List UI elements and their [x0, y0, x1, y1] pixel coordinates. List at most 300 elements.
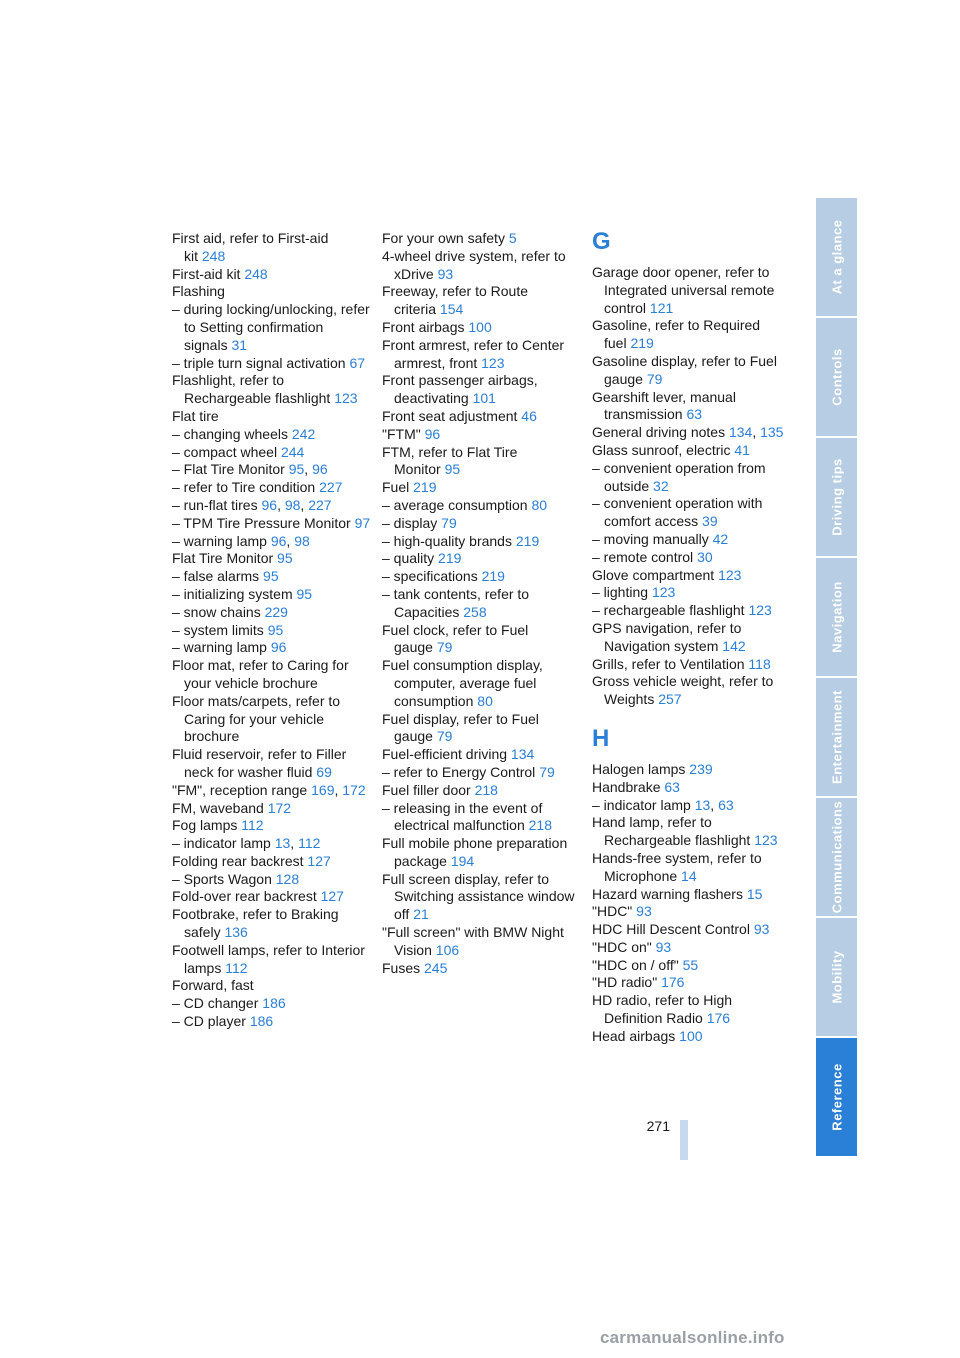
tab-reference[interactable]	[816, 1038, 857, 1156]
page-link[interactable]: 93	[655, 938, 672, 955]
index-entry	[592, 353, 792, 389]
page-link[interactable]: 79	[436, 728, 453, 745]
entry-text: Halogen lamps	[592, 760, 686, 777]
index-entry	[592, 992, 792, 1028]
tab-driving-tips[interactable]	[816, 438, 857, 556]
entry-text: – triple turn signal activation	[172, 354, 346, 371]
page-link[interactable]: 67	[349, 354, 366, 371]
page-link[interactable]: 127	[320, 888, 344, 905]
entry-text: FTM, refer to Flat Tire Monitor	[382, 443, 518, 478]
page-link[interactable]: 79	[646, 370, 663, 387]
page-link[interactable]: 96	[270, 639, 287, 656]
index-entry	[382, 568, 582, 586]
entry-text: Grills, refer to Ventilation	[592, 655, 745, 672]
entry-text: Flat tire	[172, 407, 219, 424]
entry-text: Head airbags	[592, 1027, 676, 1044]
entry-text: – high-quality brands	[382, 532, 512, 549]
index-entry	[592, 656, 792, 674]
index-entry	[382, 533, 582, 551]
entry-text: – during locking/unlocking, refer to Setting confirmation signals	[172, 301, 370, 353]
index-entry	[172, 301, 372, 354]
entry-text: Hazard warning flashers	[592, 885, 743, 902]
page-link[interactable]: 258	[463, 603, 487, 620]
entry-text: First-aid kit	[172, 265, 241, 282]
entry-text: "Full screen" with BMW Night Vision	[382, 924, 564, 958]
page-link[interactable]: 248	[201, 247, 226, 264]
entry-text: Front passenger airbags, deactivating	[382, 372, 538, 407]
entry-text: Full screen display, refer to Switching assistance window off	[382, 870, 575, 923]
entry-text: "FTM"	[382, 425, 421, 442]
page-link[interactable]: 172	[267, 799, 292, 816]
page-link[interactable]: 257	[658, 691, 682, 708]
index-entry	[382, 319, 582, 337]
index-entry	[172, 1013, 372, 1031]
index-entry	[382, 515, 582, 533]
page-link[interactable]: 127	[307, 852, 331, 869]
page-link[interactable]: 5	[508, 230, 517, 246]
page-link[interactable]: 31	[231, 336, 248, 353]
page-link[interactable]: 93	[437, 265, 454, 282]
entry-text: Glass sunroof, electric	[592, 441, 731, 458]
page-link[interactable]: 227	[308, 496, 332, 513]
entry-text: Glove compartment	[592, 566, 715, 583]
entry-text: Freeway, refer to Route criteria	[382, 283, 529, 318]
entry-text: "HDC"	[592, 903, 633, 920]
index-entry	[172, 230, 372, 266]
index-entry	[172, 888, 372, 906]
page-link[interactable]: 136	[224, 924, 248, 941]
index-entry	[172, 853, 372, 871]
index-entry	[592, 886, 792, 904]
index-entry	[172, 568, 372, 586]
page-link[interactable]: 121	[649, 299, 674, 316]
index-entry	[592, 495, 792, 531]
entry-text: Fog lamps	[172, 817, 238, 834]
index-entry	[592, 389, 792, 425]
index-entry	[382, 586, 582, 622]
entry-text: Flashlight, refer to Rechargeable flashlight	[172, 372, 331, 407]
entry-text: Gasoline display, refer to Fuel gauge	[592, 352, 777, 387]
index-entry	[592, 903, 792, 921]
entry-text: Front armrest, refer to Center armrest, front	[382, 336, 565, 371]
page-link[interactable]: 248	[244, 265, 268, 282]
index-entry	[592, 814, 792, 850]
page-link[interactable]: 112	[241, 817, 264, 834]
index-column-3	[592, 230, 792, 1046]
index-column-1	[172, 230, 372, 1031]
section-letter: H	[592, 724, 610, 752]
page-link[interactable]: 63	[718, 796, 734, 813]
index-entry	[172, 479, 372, 497]
index-entry	[172, 817, 372, 835]
page-link[interactable]: 15	[746, 885, 763, 902]
index-entry	[592, 442, 792, 460]
page-link[interactable]: 227	[319, 479, 343, 496]
entry-text: Gross vehicle weight, refer to Weights	[592, 673, 774, 708]
page-link[interactable]: 55	[682, 956, 699, 973]
index-entry	[592, 957, 792, 975]
page-link[interactable]: 79	[441, 514, 457, 531]
page-link[interactable]: 134	[728, 424, 753, 441]
index-entry	[592, 317, 792, 353]
watermark: carmanualsonline.info	[600, 1328, 785, 1347]
index-entry	[172, 622, 372, 640]
page-link[interactable]: 93	[636, 903, 652, 920]
entry-text: – TPM Tire Pressure Monitor	[172, 514, 351, 531]
page-link[interactable]: 41	[734, 441, 750, 458]
page-link[interactable]: 242	[291, 425, 316, 442]
entry-text: – display	[382, 514, 438, 531]
page-link[interactable]: 21	[413, 906, 429, 923]
page-link[interactable]: 229	[264, 603, 288, 620]
entry-text: Fuel consumption display, computer, average fuel consumption	[382, 657, 543, 709]
page-link[interactable]: 219	[438, 550, 462, 567]
entry-text: "FM", reception range	[172, 781, 308, 798]
index-entry	[592, 921, 792, 939]
page-link[interactable]: 96	[261, 496, 278, 513]
index-entry	[382, 444, 582, 480]
page-link[interactable]: 118	[748, 655, 771, 672]
page-link[interactable]: 123	[334, 390, 358, 407]
entry-text: Flashing	[172, 283, 225, 300]
page-link[interactable]: 97	[354, 514, 371, 531]
index-entry	[172, 444, 372, 462]
entry-text: – refer to Energy Control	[382, 763, 536, 780]
entry-text: – refer to Tire condition	[172, 479, 316, 496]
entry-text: Footwell lamps, refer to Interior lamps	[172, 941, 365, 976]
page-link[interactable]: 219	[515, 532, 540, 549]
tab-label: Mobility	[829, 950, 844, 1004]
page-link[interactable]: 244	[280, 443, 305, 460]
page-link[interactable]: 194	[450, 852, 475, 869]
page-link[interactable]: 134	[510, 746, 535, 763]
index-entry	[382, 408, 582, 426]
chapter-tabs	[816, 198, 857, 1158]
page-link[interactable]: 112	[298, 835, 321, 852]
index-entry	[382, 871, 582, 924]
index-entry: – indicator lamp 13, 112	[172, 835, 321, 852]
index-entry	[172, 550, 372, 568]
index-entry	[592, 567, 792, 585]
entry-text: – indicator lamp	[172, 835, 271, 852]
page-link[interactable]: 32	[653, 477, 669, 494]
page-link[interactable]: 100	[468, 318, 492, 335]
page-link[interactable]: 95	[277, 550, 293, 567]
index-entry	[592, 531, 792, 549]
entry-text: – system limits	[172, 621, 264, 638]
page-link[interactable]: 96	[312, 461, 328, 478]
entry-text: – moving manually	[592, 530, 709, 547]
page-link[interactable]: 80	[531, 496, 548, 513]
page-link[interactable]: 63	[664, 778, 680, 795]
entry-text: GPS navigation, refer to Navigation system	[592, 619, 742, 654]
index-entry	[592, 850, 792, 886]
index-entry	[592, 549, 792, 567]
index-entry	[592, 460, 792, 496]
page-link[interactable]: 135	[760, 424, 784, 441]
index-entry	[382, 372, 582, 408]
page-link[interactable]: 42	[712, 530, 729, 547]
index-entry: – warning lamp 96, 98	[172, 532, 310, 549]
page-link[interactable]: 176	[706, 1010, 731, 1027]
page-link[interactable]: 98	[284, 496, 301, 513]
page-link[interactable]: 96	[424, 425, 441, 442]
index-entry	[172, 906, 372, 942]
index-entry	[172, 800, 372, 818]
entry-text: FM, waveband	[172, 799, 264, 816]
entry-text: Fold-over rear backrest	[172, 888, 317, 905]
page-link[interactable]: 95	[267, 621, 284, 638]
index-entry	[592, 974, 792, 992]
entry-text: – warning lamp	[172, 532, 267, 549]
index-entry	[592, 264, 792, 317]
index-entry	[172, 977, 372, 995]
entry-text: Fluid reservoir, refer to Filler neck for washer fluid	[172, 746, 347, 780]
page-link[interactable]: 69	[316, 763, 332, 780]
index-entry	[382, 426, 582, 444]
entry-text: Hand lamp, refer to Rechargeable flashlight	[592, 814, 751, 849]
page-link[interactable]: 154	[439, 301, 464, 318]
index-entry	[592, 761, 792, 779]
entry-text: – false alarms	[172, 568, 260, 585]
page-link[interactable]: 123	[481, 354, 505, 371]
tab-entertainment[interactable]	[816, 678, 857, 796]
index-entry	[172, 871, 372, 889]
page-link[interactable]: 176	[661, 974, 685, 991]
entry-text: – initializing system	[172, 585, 293, 602]
index-entry: "FM", reception range 169, 172	[172, 781, 366, 798]
page-link[interactable]: 13	[694, 796, 711, 813]
page-link[interactable]: 95	[296, 585, 313, 602]
page-link[interactable]: 123	[754, 832, 778, 849]
index-entry	[382, 960, 582, 978]
page-link[interactable]: 219	[630, 335, 654, 352]
index-entry	[382, 924, 582, 960]
page-link[interactable]: 30	[697, 548, 713, 565]
page-link[interactable]: 96	[270, 532, 287, 549]
page-link[interactable]: 13	[274, 835, 291, 852]
tab-at-a-glance[interactable]	[816, 198, 857, 316]
tab-label: At a glance	[829, 219, 844, 295]
section-letter: G	[592, 228, 611, 255]
index-entry	[382, 764, 582, 782]
index-entry	[172, 604, 372, 622]
entry-text: Folding rear backrest	[172, 852, 304, 869]
index-entry	[382, 337, 582, 373]
index-entry	[382, 497, 582, 515]
entry-text: – tank contents, refer to Capacities	[382, 585, 530, 620]
entry-text: – specifications	[382, 568, 478, 585]
index-entry	[382, 248, 582, 284]
entry-text: Forward, fast	[172, 977, 254, 994]
page-link[interactable]: 95	[288, 461, 305, 478]
entry-text: – snow chains	[172, 603, 261, 620]
index-entry	[382, 230, 582, 248]
entry-text: – convenient operation with comfort access	[592, 495, 763, 530]
index-entry	[382, 835, 582, 871]
page-link[interactable]: 79	[436, 639, 453, 656]
entry-text: – releasing in the event of electrical malfunction	[382, 799, 543, 834]
index-entry	[592, 620, 792, 656]
entry-text: Footbrake, refer to Braking safely	[172, 906, 339, 941]
entry-text: Handbrake	[592, 778, 661, 795]
page-link[interactable]: 39	[702, 513, 718, 530]
page-link[interactable]: 95	[444, 461, 461, 478]
index-entry	[172, 657, 372, 693]
entry-text: Floor mat, refer to Caring for your vehicle brochure	[172, 657, 349, 691]
page-link[interactable]: 123	[718, 566, 742, 583]
tab-communications[interactable]	[816, 798, 857, 916]
index-entry	[382, 550, 582, 568]
entry-text: Fuel clock, refer to Fuel gauge	[382, 621, 529, 656]
index-entry	[172, 426, 372, 444]
index-entry	[172, 639, 372, 657]
page-link[interactable]: 80	[477, 692, 493, 709]
entry-text: Fuel filler door	[382, 781, 471, 798]
entry-text: – lighting	[592, 584, 649, 601]
index-entry	[592, 939, 792, 957]
entry-text: Fuel-efficient driving	[382, 746, 508, 763]
entry-text: General driving notes	[592, 424, 726, 441]
entry-text: HD radio, refer to High Definition Radio	[592, 992, 733, 1027]
entry-text: – compact wheel	[172, 443, 278, 460]
page-link[interactable]: 186	[249, 1013, 274, 1030]
page-link[interactable]: 101	[472, 390, 496, 407]
page-link[interactable]: 219	[413, 479, 437, 496]
index-entry: – run-flat tires 96, 98, 227	[172, 496, 332, 513]
entry-text: – Sports Wagon	[172, 870, 272, 887]
index-entry	[172, 942, 372, 978]
entry-text: First aid, refer to First-aid kit	[172, 230, 329, 264]
page-link[interactable]: 218	[474, 781, 498, 798]
index-entry	[172, 372, 372, 408]
tab-mobility[interactable]	[816, 918, 857, 1036]
tab-label: Entertainment	[829, 690, 844, 784]
entry-text: "HDC on"	[592, 938, 652, 955]
tab-label: Reference	[829, 1063, 844, 1131]
entry-text: 4-wheel drive system, refer to xDrive	[382, 247, 566, 282]
page-link[interactable]: 245	[424, 959, 448, 976]
entry-text: – quality	[382, 550, 435, 567]
entry-text: Floor mats/carpets, refer to Caring for your vehicle brochure	[172, 692, 341, 745]
page-link[interactable]: 63	[686, 406, 703, 423]
entry-text: Fuses	[382, 959, 421, 976]
index-entry: – indicator lamp 13, 63	[592, 796, 734, 813]
index-entry	[172, 746, 372, 782]
entry-text: – remote control	[592, 548, 694, 565]
index-entry	[172, 408, 372, 426]
index-entry	[172, 355, 372, 373]
index-entry	[592, 584, 792, 602]
entry-text: "HD radio"	[592, 974, 658, 991]
index-entry	[382, 479, 582, 497]
page-link[interactable]: 186	[262, 995, 286, 1012]
entry-text: Fuel display, refer to Fuel gauge	[382, 710, 539, 745]
index-entry	[382, 283, 582, 319]
entry-text: Fuel	[382, 479, 410, 496]
entry-text: – CD player	[172, 1013, 246, 1030]
page-link[interactable]: 112	[225, 959, 248, 976]
entry-text: Front airbags	[382, 318, 465, 335]
entry-text: Front seat adjustment	[382, 407, 518, 424]
index-entry	[592, 1028, 792, 1046]
page-link[interactable]: 239	[689, 760, 713, 777]
entry-text: Gearshift lever, manual transmission	[592, 388, 736, 423]
entry-text: Hands-free system, refer to Microphone	[592, 849, 762, 884]
tab-navigation[interactable]	[816, 558, 857, 676]
index-entry	[382, 711, 582, 747]
page-link[interactable]: 172	[342, 781, 366, 798]
index-column-2	[382, 230, 582, 977]
page-number-bar	[680, 1120, 688, 1160]
entry-text: Gasoline, refer to Required fuel	[592, 317, 761, 352]
index-entry	[592, 779, 792, 797]
page-link[interactable]: 79	[539, 763, 555, 780]
entry-text: HDC Hill Descent Control	[592, 921, 750, 938]
entry-text: – Flat Tire Monitor	[172, 461, 285, 478]
entry-text: Garage door opener, refer to Integrated universal remote control	[592, 264, 775, 316]
page-link[interactable]: 123	[651, 584, 676, 601]
entry-text: – run-flat tires	[172, 496, 258, 513]
index-entry	[382, 746, 582, 764]
page-number: 271	[646, 1118, 670, 1134]
entry-text: – rechargeable flashlight	[592, 602, 745, 619]
page-link[interactable]: 123	[748, 602, 772, 619]
page-link[interactable]: 14	[681, 867, 697, 884]
index-entry	[172, 283, 372, 301]
page-link[interactable]: 93	[753, 921, 770, 938]
index-entry	[172, 266, 372, 284]
index-entry: General driving notes 134, 135	[592, 424, 784, 441]
entry-text: Flat Tire Monitor	[172, 550, 274, 567]
entry-text: – convenient operation from outside	[592, 459, 766, 494]
index-entry	[172, 995, 372, 1013]
page-link[interactable]: 106	[435, 941, 460, 958]
page-link[interactable]: 100	[679, 1027, 703, 1044]
tab-label: Controls	[829, 348, 844, 406]
entry-text: – changing wheels	[172, 425, 288, 442]
entry-text: – warning lamp	[172, 639, 267, 656]
entry-text: – average consumption	[382, 496, 528, 513]
page-link[interactable]: 98	[294, 532, 310, 549]
entry-text: – indicator lamp	[592, 796, 691, 813]
page-link[interactable]: 169	[311, 781, 335, 798]
page-link[interactable]: 142	[722, 637, 746, 654]
tab-controls[interactable]	[816, 318, 857, 436]
index-entry	[172, 515, 372, 533]
index-entry	[592, 673, 792, 709]
index-entry: – Flat Tire Monitor 95, 96	[172, 461, 328, 478]
tab-label: Communications	[829, 800, 844, 914]
index-entry	[382, 657, 582, 710]
entry-text: – CD changer	[172, 995, 259, 1012]
page-link[interactable]: 95	[263, 568, 279, 585]
tab-label: Driving tips	[829, 458, 844, 536]
index-entry	[382, 622, 582, 658]
entry-text: Full mobile phone preparation package	[382, 835, 568, 869]
page-link[interactable]: 128	[275, 870, 300, 887]
page-link[interactable]: 46	[521, 407, 537, 424]
page-link[interactable]: 219	[481, 568, 505, 585]
index-entry	[592, 602, 792, 620]
entry-text: For your own safety	[382, 230, 505, 246]
index-entry	[382, 800, 582, 836]
index-entry	[172, 693, 372, 746]
entry-text: "HDC on / off"	[592, 956, 679, 973]
index-entry	[382, 782, 582, 800]
index-entry	[172, 586, 372, 604]
page-link[interactable]: 218	[528, 817, 552, 834]
